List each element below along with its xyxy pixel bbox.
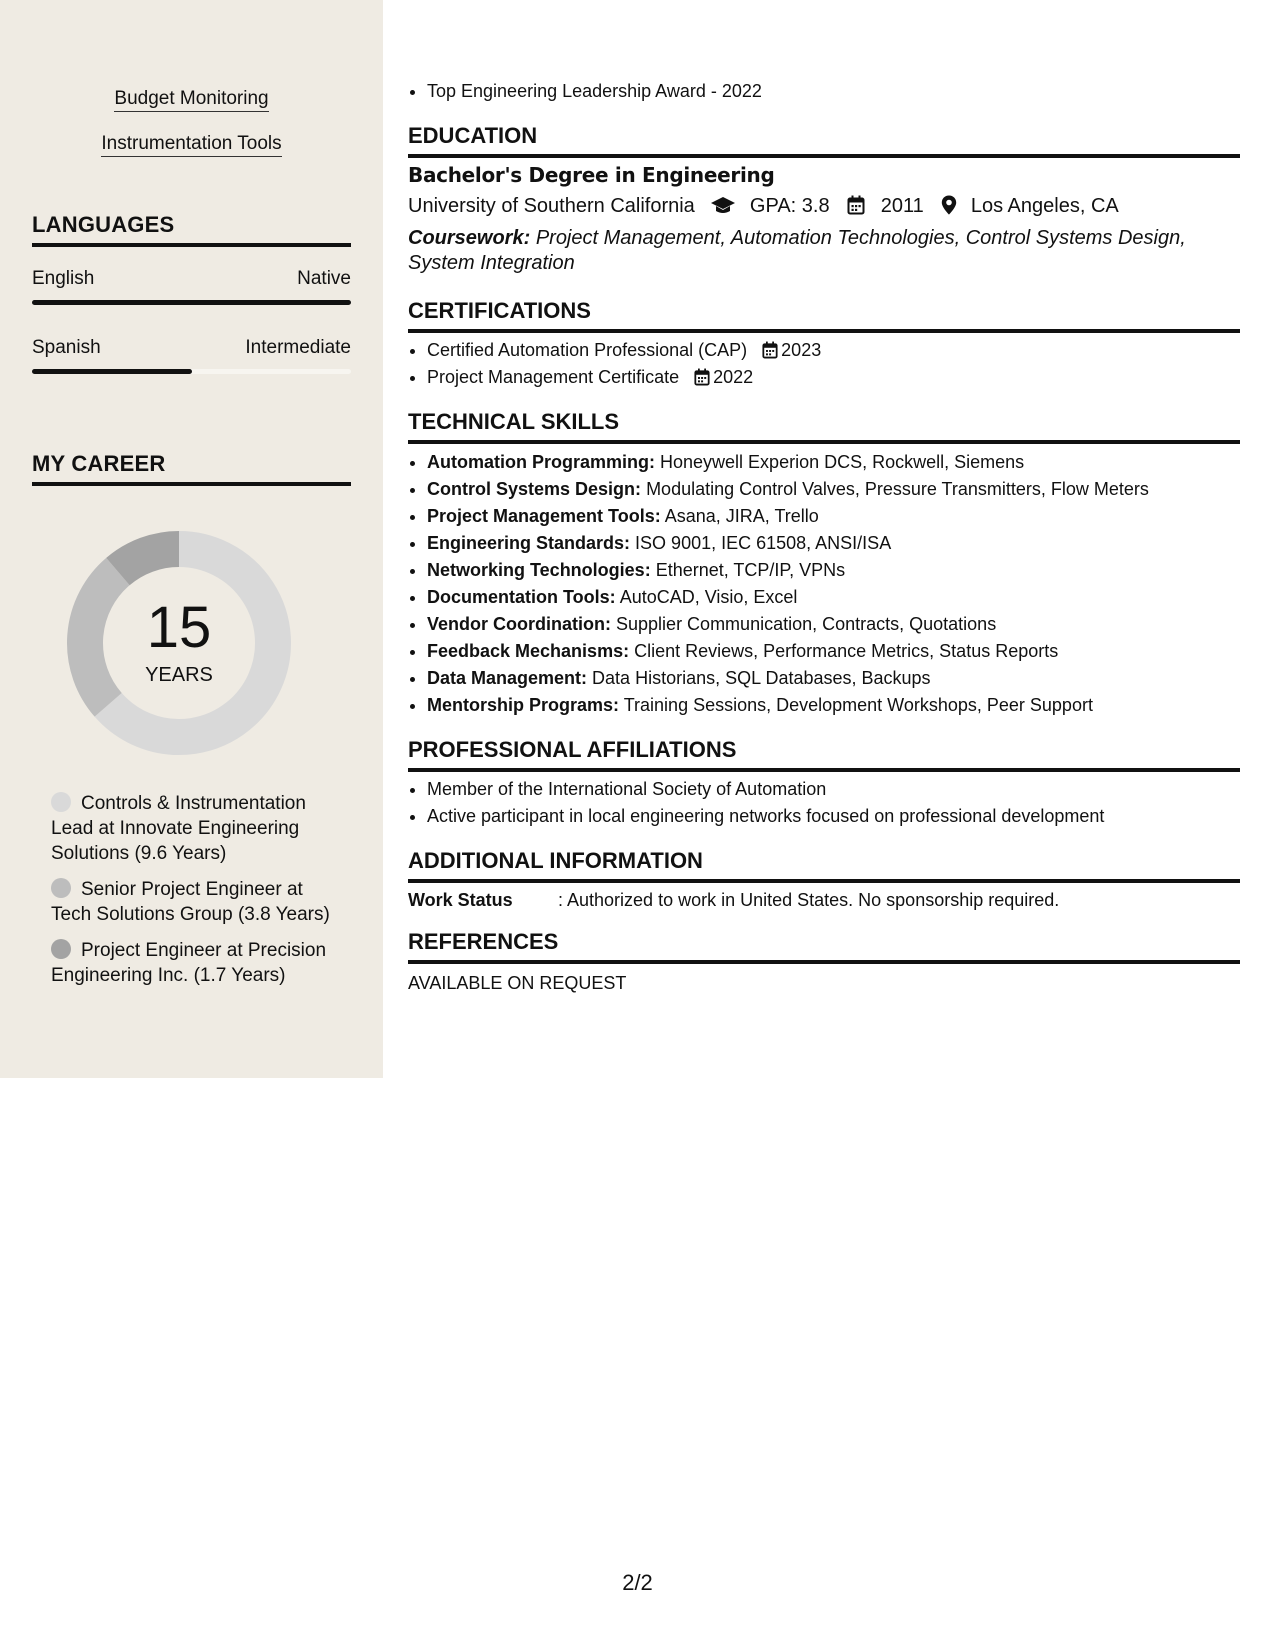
- affiliations-list: [408, 776, 1104, 830]
- certifications-list: [408, 337, 821, 391]
- language-bar-fill: [32, 369, 192, 374]
- certification-year: 2022: [713, 367, 754, 387]
- list-item: [427, 638, 1149, 665]
- skill-link-instrumentation-tools[interactable]: Instrumentation Tools: [0, 133, 383, 155]
- education-heading: EDUCATION: [408, 123, 1240, 158]
- list-item: • Top Engineering Leadership Award - 2022: [427, 78, 762, 105]
- skill-value: Training Sessions, Development Workshops, Peer Support: [623, 695, 1093, 715]
- school-name: University of Southern California: [408, 195, 695, 217]
- list-item: [427, 530, 1149, 557]
- career-item-text: Senior Project Engineer at Tech Solutions Group (3.8 Years): [51, 879, 330, 925]
- school-location: Los Angeles, CA: [970, 195, 1119, 217]
- sidebar: [0, 0, 383, 1078]
- skill-value: Ethernet, TCP/IP, VPNs: [655, 560, 846, 580]
- list-item: [427, 692, 1149, 719]
- career-item-text: Project Engineer at Precision Engineering Inc. (1.7 Years): [51, 940, 327, 986]
- coursework-text: Project Management, Automation Technologies, Control Systems Design, System Integration: [408, 227, 1186, 274]
- career-years-value: 15: [146, 595, 212, 660]
- legend-dot: [51, 939, 71, 959]
- skill-value: Asana, JIRA, Trello: [664, 506, 819, 526]
- work-status-value: : Authorized to work in United States. No sponsorship required.: [558, 890, 1060, 910]
- technical-skills-list: [408, 449, 1149, 719]
- graduation-cap-icon: [710, 195, 736, 215]
- skill-value: Client Reviews, Performance Metrics, Status Reports: [634, 641, 1059, 661]
- legend-dot: [51, 878, 71, 898]
- skill-value: Modulating Control Valves, Pressure Transmitters, Flow Meters: [646, 479, 1149, 499]
- skill-label: Engineering Standards:: [427, 533, 631, 553]
- skill-value: AutoCAD, Visio, Excel: [619, 587, 798, 607]
- work-status-label: Work Status: [408, 890, 513, 910]
- donut-segment-3: [118, 549, 179, 572]
- references-heading: REFERENCES: [408, 929, 1240, 964]
- skill-label: Networking Technologies:: [427, 560, 651, 580]
- affiliations-heading: PROFESSIONAL AFFILIATIONS: [408, 737, 1240, 772]
- additional-info-heading: ADDITIONAL INFORMATION: [408, 848, 1240, 883]
- language-bar: [32, 369, 351, 374]
- page-number: 2/2: [622, 1570, 653, 1595]
- career-item: [51, 877, 341, 927]
- skill-value: ISO 9001, IEC 61508, ANSI/ISA: [635, 533, 892, 553]
- certifications-heading: CERTIFICATIONS: [408, 298, 1240, 333]
- calendar-icon: [762, 341, 778, 359]
- certification-name: Certified Automation Professional (CAP): [427, 340, 748, 360]
- list-item: [427, 503, 1149, 530]
- coursework-label: Coursework:: [408, 227, 531, 249]
- skill-label: Mentorship Programs:: [427, 695, 620, 715]
- legend-dot: [51, 792, 71, 812]
- technical-skills-heading: TECHNICAL SKILLS: [408, 409, 1240, 444]
- certification-name: Project Management Certificate: [427, 367, 680, 387]
- career-years-unit: YEARS: [145, 664, 213, 686]
- gpa: GPA: 3.8: [749, 195, 830, 217]
- graduation-year: 2011: [880, 195, 924, 217]
- skill-value: Supplier Communication, Contracts, Quotations: [616, 614, 997, 634]
- list-item: [427, 449, 1149, 476]
- language-level: Native: [297, 268, 351, 289]
- skill-value: Honeywell Experion DCS, Rockwell, Siemens: [660, 452, 1025, 472]
- skill-label: Control Systems Design:: [427, 479, 642, 499]
- references-text: AVAILABLE ON REQUEST: [408, 973, 627, 993]
- skill-label: Documentation Tools:: [427, 587, 616, 607]
- list-item: [427, 364, 821, 391]
- degree-title: Bachelor's Degree in Engineering: [408, 163, 775, 187]
- list-item: [427, 584, 1149, 611]
- language-level: Intermediate: [245, 337, 351, 358]
- skill-value: Data Historians, SQL Databases, Backups: [592, 668, 931, 688]
- career-item-text: Controls & Instrumentation Lead at Innovate Engineering Solutions (9.6 Years): [51, 793, 306, 864]
- list-item: [427, 611, 1149, 638]
- awards-list: [408, 78, 762, 105]
- skill-label: Data Management:: [427, 668, 588, 688]
- languages-heading: LANGUAGES: [32, 212, 351, 247]
- career-heading: MY CAREER: [32, 451, 351, 486]
- skill-label: Automation Programming:: [427, 452, 655, 472]
- list-item: [427, 337, 821, 364]
- skill-label: Feedback Mechanisms:: [427, 641, 630, 661]
- certification-year: 2023: [781, 340, 822, 360]
- list-item: • Member of the International Society of Automation: [427, 776, 1104, 803]
- list-item: • Active participant in local engineering networks focused on professional development: [427, 803, 1104, 830]
- language-name: Spanish: [32, 337, 101, 358]
- list-item: [427, 557, 1149, 584]
- education-details: [408, 195, 1119, 218]
- skill-label: Vendor Coordination:: [427, 614, 611, 634]
- list-item: [427, 476, 1149, 503]
- list-item: [427, 665, 1149, 692]
- career-donut-chart: [64, 528, 294, 758]
- language-name: English: [32, 268, 95, 289]
- language-bar: [32, 300, 351, 305]
- coursework: [408, 226, 1240, 276]
- donut-segment-2: [85, 572, 118, 705]
- calendar-icon: [847, 195, 865, 215]
- language-bar-fill: [32, 300, 351, 305]
- career-item: [51, 791, 341, 866]
- skill-link-budget-monitoring[interactable]: Budget Monitoring: [0, 88, 383, 110]
- location-pin-icon: [941, 195, 957, 215]
- career-item: [51, 938, 341, 988]
- calendar-icon: [694, 368, 710, 386]
- skill-label: Project Management Tools:: [427, 506, 661, 526]
- work-status: [408, 890, 1240, 911]
